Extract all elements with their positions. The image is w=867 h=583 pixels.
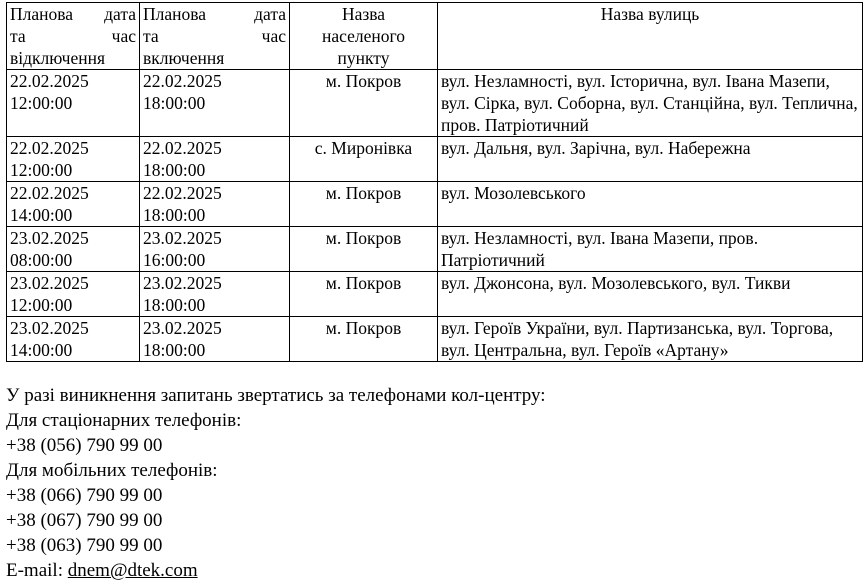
off-datetime-cell-line-1: 23.02.2025 (10, 318, 89, 338)
header-on-datetime (140, 3, 290, 70)
off-datetime-cell-line-1: 23.02.2025 (10, 228, 89, 248)
header-on-line-3: включення (143, 48, 225, 68)
on-datetime-cell-line-1: 23.02.2025 (143, 273, 222, 293)
landline-phone: +38 (056) 790 99 00 (6, 435, 163, 456)
mobile-phone: +38 (066) 790 99 00 (6, 485, 163, 506)
streets-cell (438, 70, 863, 137)
streets-cell-line-1: вул. Мозолевського (441, 183, 586, 203)
header-off-line-1: Планова дата (10, 4, 136, 24)
on-datetime-cell-line-1: 22.02.2025 (143, 71, 222, 91)
settlement-cell-line-1: м. Покров (325, 228, 402, 248)
off-datetime-cell-line-2: 08:00:00 (10, 250, 73, 270)
on-datetime-cell-line-2: 18:00:00 (143, 295, 206, 315)
off-datetime-cell-line-1: 22.02.2025 (10, 71, 89, 91)
header-on-line-2: та час (143, 26, 286, 46)
streets-cell-line-1: вул. Джонсона, вул. Мозолевського, вул. Тикви (441, 273, 791, 293)
off-datetime-cell-line-2: 12:00:00 (10, 295, 73, 315)
off-datetime-cell-line-2: 14:00:00 (10, 340, 73, 360)
settlement-cell (290, 227, 438, 272)
on-datetime-cell (140, 137, 290, 182)
mobile-phone: +38 (067) 790 99 00 (6, 510, 163, 531)
header-off-datetime (7, 3, 140, 70)
header-on-line-1: Планова дата (143, 4, 286, 24)
settlement-cell (290, 70, 438, 137)
off-datetime-cell-line-2: 12:00:00 (10, 93, 73, 113)
header-settlement-line-1: Назва (341, 4, 386, 24)
on-datetime-cell-line-1: 23.02.2025 (143, 318, 222, 338)
table-row (7, 70, 863, 137)
table-header-row (7, 3, 863, 70)
settlement-cell (290, 317, 438, 362)
email-label: E-mail: (6, 560, 68, 581)
table-row (7, 137, 863, 182)
header-settlement-line-2: населеного (322, 26, 405, 46)
off-datetime-cell-line-1: 23.02.2025 (10, 273, 89, 293)
on-datetime-cell-line-1: 22.02.2025 (143, 138, 222, 158)
streets-cell-line-1: вул. Незламності, вул. Івана Мазепи, пров. Патріотичний (441, 228, 759, 270)
mobile-phone: +38 (063) 790 99 00 (6, 535, 163, 556)
settlement-cell-line-1: м. Покров (325, 273, 402, 293)
off-datetime-cell-line-1: 22.02.2025 (10, 183, 89, 203)
streets-cell-line-1: вул. Героїв України, вул. Партизанська, вул. Торгова, вул. Центральна, вул. Героїв «Артану» (441, 318, 834, 360)
header-settlement-line-3: пункту (337, 48, 390, 68)
off-datetime-cell (7, 272, 140, 317)
on-datetime-cell (140, 182, 290, 227)
on-datetime-cell (140, 227, 290, 272)
streets-cell (438, 272, 863, 317)
settlement-cell-line-1: м. Покров (325, 71, 402, 91)
on-datetime-cell-line-1: 22.02.2025 (143, 183, 222, 203)
mobile-label: Для мобільних телефонів: (6, 460, 218, 481)
off-datetime-cell (7, 317, 140, 362)
outage-schedule-table (6, 2, 863, 362)
off-datetime-cell (7, 227, 140, 272)
table-row (7, 182, 863, 227)
streets-cell (438, 317, 863, 362)
streets-cell (438, 227, 863, 272)
on-datetime-cell-line-2: 16:00:00 (143, 250, 206, 270)
header-off-line-2: та час (10, 26, 136, 46)
streets-cell-line-1: вул. Дальня, вул. Зарічна, вул. Набережна (441, 138, 751, 158)
table-row (7, 317, 863, 362)
streets-cell (438, 137, 863, 182)
settlement-cell-line-1: м. Покров (325, 183, 402, 203)
settlement-cell (290, 137, 438, 182)
off-datetime-cell-line-2: 14:00:00 (10, 205, 73, 225)
header-streets (438, 3, 863, 70)
on-datetime-cell-line-2: 18:00:00 (143, 93, 206, 113)
off-datetime-cell-line-1: 22.02.2025 (10, 138, 89, 158)
on-datetime-cell-line-2: 18:00:00 (143, 340, 206, 360)
settlement-cell (290, 272, 438, 317)
on-datetime-cell-line-2: 18:00:00 (143, 205, 206, 225)
email-link[interactable]: dnem@dtek.com (67, 560, 198, 581)
email-line (6, 558, 546, 583)
landline-label: Для стаціонарних телефонів: (6, 410, 242, 431)
settlement-cell-line-1: м. Покров (325, 318, 402, 338)
streets-cell-line-1: вул. Незламності, вул. Історична, вул. Івана Мазепи, вул. Сірка, вул. Соборна, вул. Станційна, вул. Теплична, пров. Патріотичний (441, 71, 858, 135)
on-datetime-cell (140, 272, 290, 317)
contact-info (6, 383, 546, 583)
on-datetime-cell (140, 317, 290, 362)
header-streets-line-1: Назва вулиць (600, 4, 700, 24)
settlement-cell (290, 182, 438, 227)
settlement-cell-line-1: с. Миронівка (314, 138, 413, 158)
table-body (7, 70, 863, 362)
header-settlement (290, 3, 438, 70)
off-datetime-cell-line-2: 12:00:00 (10, 160, 73, 180)
table-row (7, 272, 863, 317)
streets-cell (438, 182, 863, 227)
on-datetime-cell (140, 70, 290, 137)
off-datetime-cell (7, 70, 140, 137)
table-row (7, 227, 863, 272)
off-datetime-cell (7, 182, 140, 227)
on-datetime-cell-line-1: 23.02.2025 (143, 228, 222, 248)
header-off-line-3: відключення (10, 48, 106, 68)
on-datetime-cell-line-2: 18:00:00 (143, 160, 206, 180)
contact-intro: У разі виникнення запитань звертатись за телефонами кол-центру: (6, 385, 546, 406)
off-datetime-cell (7, 137, 140, 182)
